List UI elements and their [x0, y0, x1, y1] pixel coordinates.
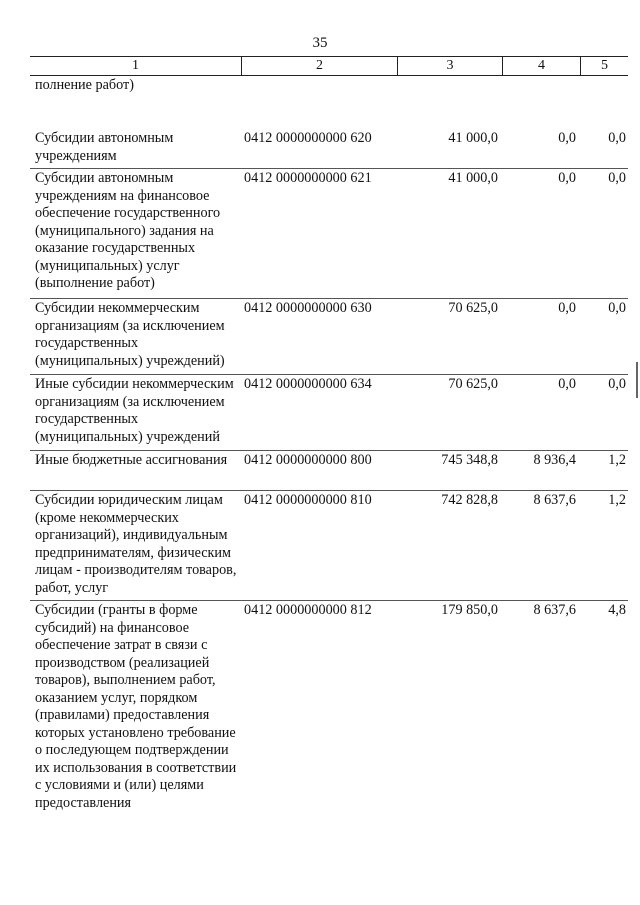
table-row — [30, 129, 628, 168]
row-value-3: 179 850,0 — [441, 602, 498, 618]
column-header-5: 5 — [580, 57, 628, 75]
row-name: Субсидии (гранты в форме субсидий) на финансовое обеспечение затрат в связи с производством (реализацией товаров), выполнением работ, оказанием услуг, порядком (правилами) предоставления которых установлено требование о последующем подтверждении их использования в соответствии с условиями и (или) целями предоставления — [35, 602, 237, 811]
row-value-5 — [580, 77, 628, 129]
row-value-5: 0,0 — [608, 300, 626, 316]
row-name: Субсидии автономным учреждениям — [35, 130, 174, 164]
row-value-5: 4,8 — [608, 602, 626, 618]
table-row — [30, 450, 628, 490]
row-value-4: 8 936,4 — [533, 452, 576, 468]
row-code: 0412 0000000000 800 — [244, 452, 372, 468]
row-value-4: 8 637,6 — [533, 602, 576, 618]
column-header-3: 3 — [397, 57, 502, 75]
page-number: 35 — [312, 35, 328, 51]
row-code: 0412 0000000000 812 — [244, 602, 372, 618]
row-value-4: 0,0 — [558, 130, 576, 146]
row-value-5: 0,0 — [608, 170, 626, 186]
row-value-3: 70 625,0 — [448, 300, 498, 316]
table-row — [30, 298, 628, 374]
row-value-5: 1,2 — [608, 492, 626, 508]
row-value-4 — [502, 77, 580, 129]
row-name: Субсидии автономным учреждениям на финансовое обеспечение государственного (муниципального) задания на оказание государственных (муниципальных) услуг (выполнение работ) — [35, 170, 221, 291]
column-header-2: 2 — [241, 57, 397, 75]
row-name: полнение работ) — [35, 77, 134, 93]
row-name: Иные субсидии некоммерческим организациям (за исключением государственных (муниципальных) учреждений — [35, 376, 234, 445]
budget-table — [30, 56, 628, 817]
row-name: Субсидии юридическим лицам (кроме некоммерческих организаций), индивидуальным предпринимателям, физическим лицам - производителям товаров, работ, услуг — [35, 492, 237, 596]
table-header — [30, 56, 628, 76]
row-value-5: 0,0 — [608, 130, 626, 146]
table-row — [30, 490, 628, 600]
table-row — [30, 600, 628, 817]
table-row — [30, 168, 628, 298]
column-header-1: 1 — [132, 58, 139, 73]
row-value-4: 0,0 — [558, 170, 576, 186]
row-value-3: 41 000,0 — [448, 130, 498, 146]
row-value-3: 745 348,8 — [441, 452, 498, 468]
row-value-4: 0,0 — [558, 376, 576, 392]
row-name: Субсидии некоммерческим организациям (за исключением государственных (муниципальных) учреждений) — [35, 300, 225, 369]
row-value-5: 0,0 — [608, 376, 626, 392]
row-value-5: 1,2 — [608, 452, 626, 468]
row-code: 0412 0000000000 620 — [244, 130, 372, 146]
row-name: Иные бюджетные ассигнования — [35, 452, 228, 468]
row-code: 0412 0000000000 634 — [244, 376, 372, 392]
row-value-3: 41 000,0 — [448, 170, 498, 186]
column-header-4: 4 — [502, 57, 580, 75]
row-value-3: 70 625,0 — [448, 376, 498, 392]
row-value-4: 8 637,6 — [533, 492, 576, 508]
table-row — [30, 76, 628, 129]
row-value-4: 0,0 — [558, 300, 576, 316]
row-code: 0412 0000000000 810 — [244, 492, 372, 508]
row-code: 0412 0000000000 621 — [244, 170, 372, 186]
row-value-3: 742 828,8 — [441, 492, 498, 508]
row-code — [241, 77, 397, 129]
table-row — [30, 374, 628, 450]
row-code: 0412 0000000000 630 — [244, 300, 372, 316]
row-value-3 — [397, 77, 502, 129]
scan-edge-mark — [636, 362, 638, 398]
